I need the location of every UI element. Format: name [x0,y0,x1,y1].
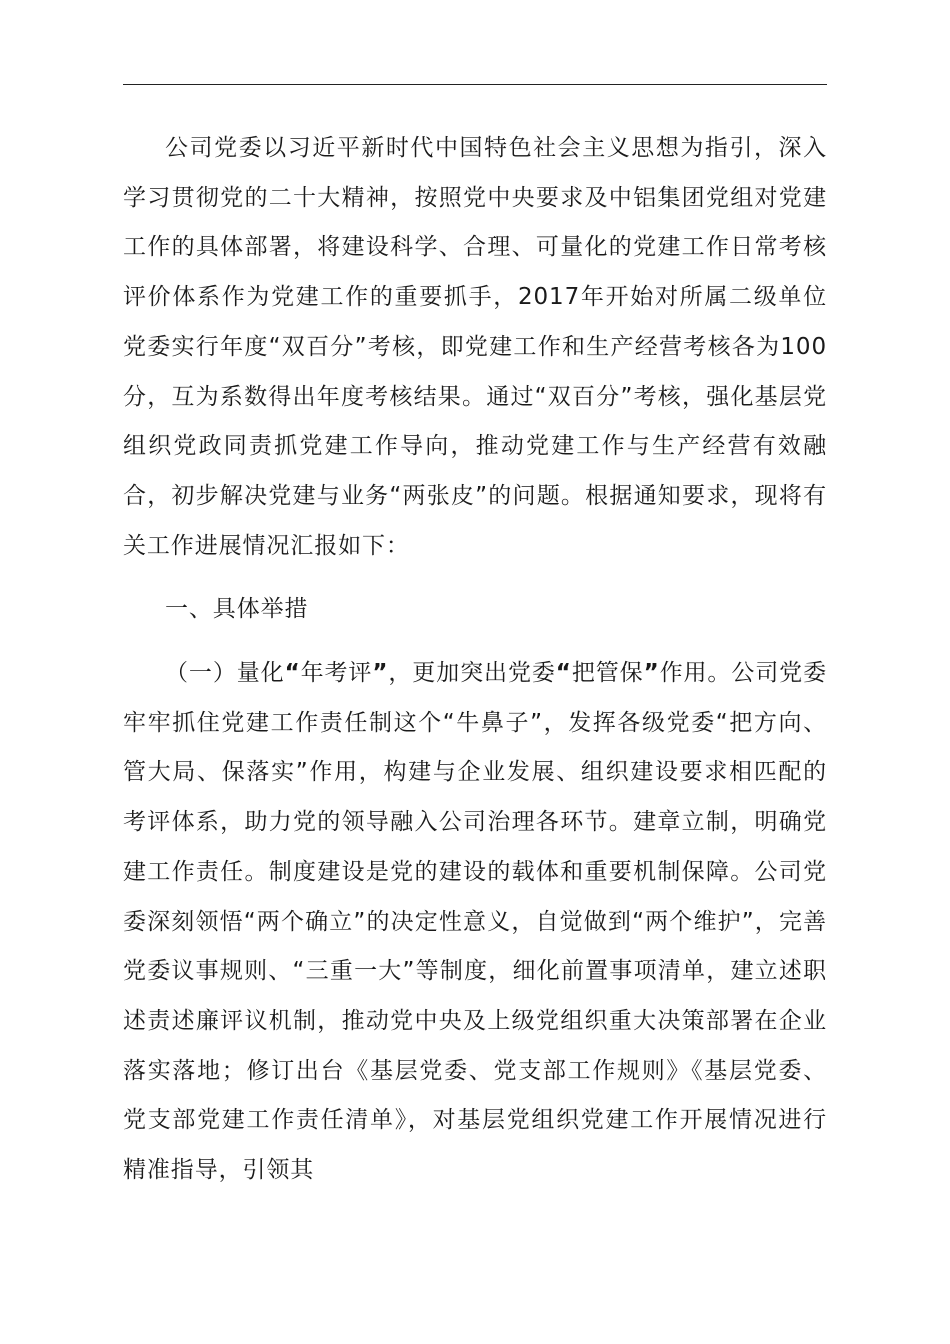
bold-quote-close-1: ” [372,660,389,687]
section-heading: 一、具体举措 [165,596,309,623]
bold-quote-open-2: “ [555,660,572,687]
measures-paragraph-text-c: ，更加突出党委 [388,660,556,687]
document-body [123,124,827,1196]
bold-quote-open-1: “ [284,660,301,687]
measures-paragraph [123,649,827,1196]
header-rule [123,84,827,85]
measures-paragraph-text-a: （一）量化 [165,660,285,687]
measures-paragraph-text-b: 年考评 [300,660,373,687]
measures-paragraph-text-e: 作用。公司党委牢牢抓住党建工作责任制这个“牛鼻子”，发挥各级党委“把方向、管大局、保落实”作用，构建与企业发展、组织建设要求相匹配的考评体系，助力党的领导融入公司治理各环节。建章立制，明确党建工作责任。制度建设是党的建设的载体和重要机制保障。公司党委深刻领悟“两个确立”的决定性意义，自觉做到“两个维护”，完善党委议事规则、“三重一大”等制度，细化前置事项清单，建立述职述责述廉评议机制，推动党中央及上级党组织重大决策部署在企业落实落地；修订出台《基层党委、党支部工作规则》《基层党委、党支部党建工作责任清单》，对基层党组织党建工作开展情况进行精准指导，引领其 [123,660,827,1184]
bold-quote-close-2: ” [643,660,660,687]
measures-paragraph-text-d: 把管保 [571,660,644,687]
intro-paragraph: 公司党委以习近平新时代中国特色社会主义思想为指引，深入学习贯彻党的二十大精神，按照党中央要求及中铝集团党组对党建工作的具体部署，将建设科学、合理、可量化的党建工作日常考核评价体系作为党建工作的重要抓手，2017年开始对所属二级单位党委实行年度“双百分”考核，即党建工作和生产经营考核各为100分，互为系数得出年度考核结果。通过“双百分”考核，强化基层党组织党政同责抓党建工作导向，推动党建工作与生产经营有效融合，初步解决党建与业务“两张皮”的问题。根据通知要求，现将有关工作进展情况汇报如下： [123,135,827,559]
